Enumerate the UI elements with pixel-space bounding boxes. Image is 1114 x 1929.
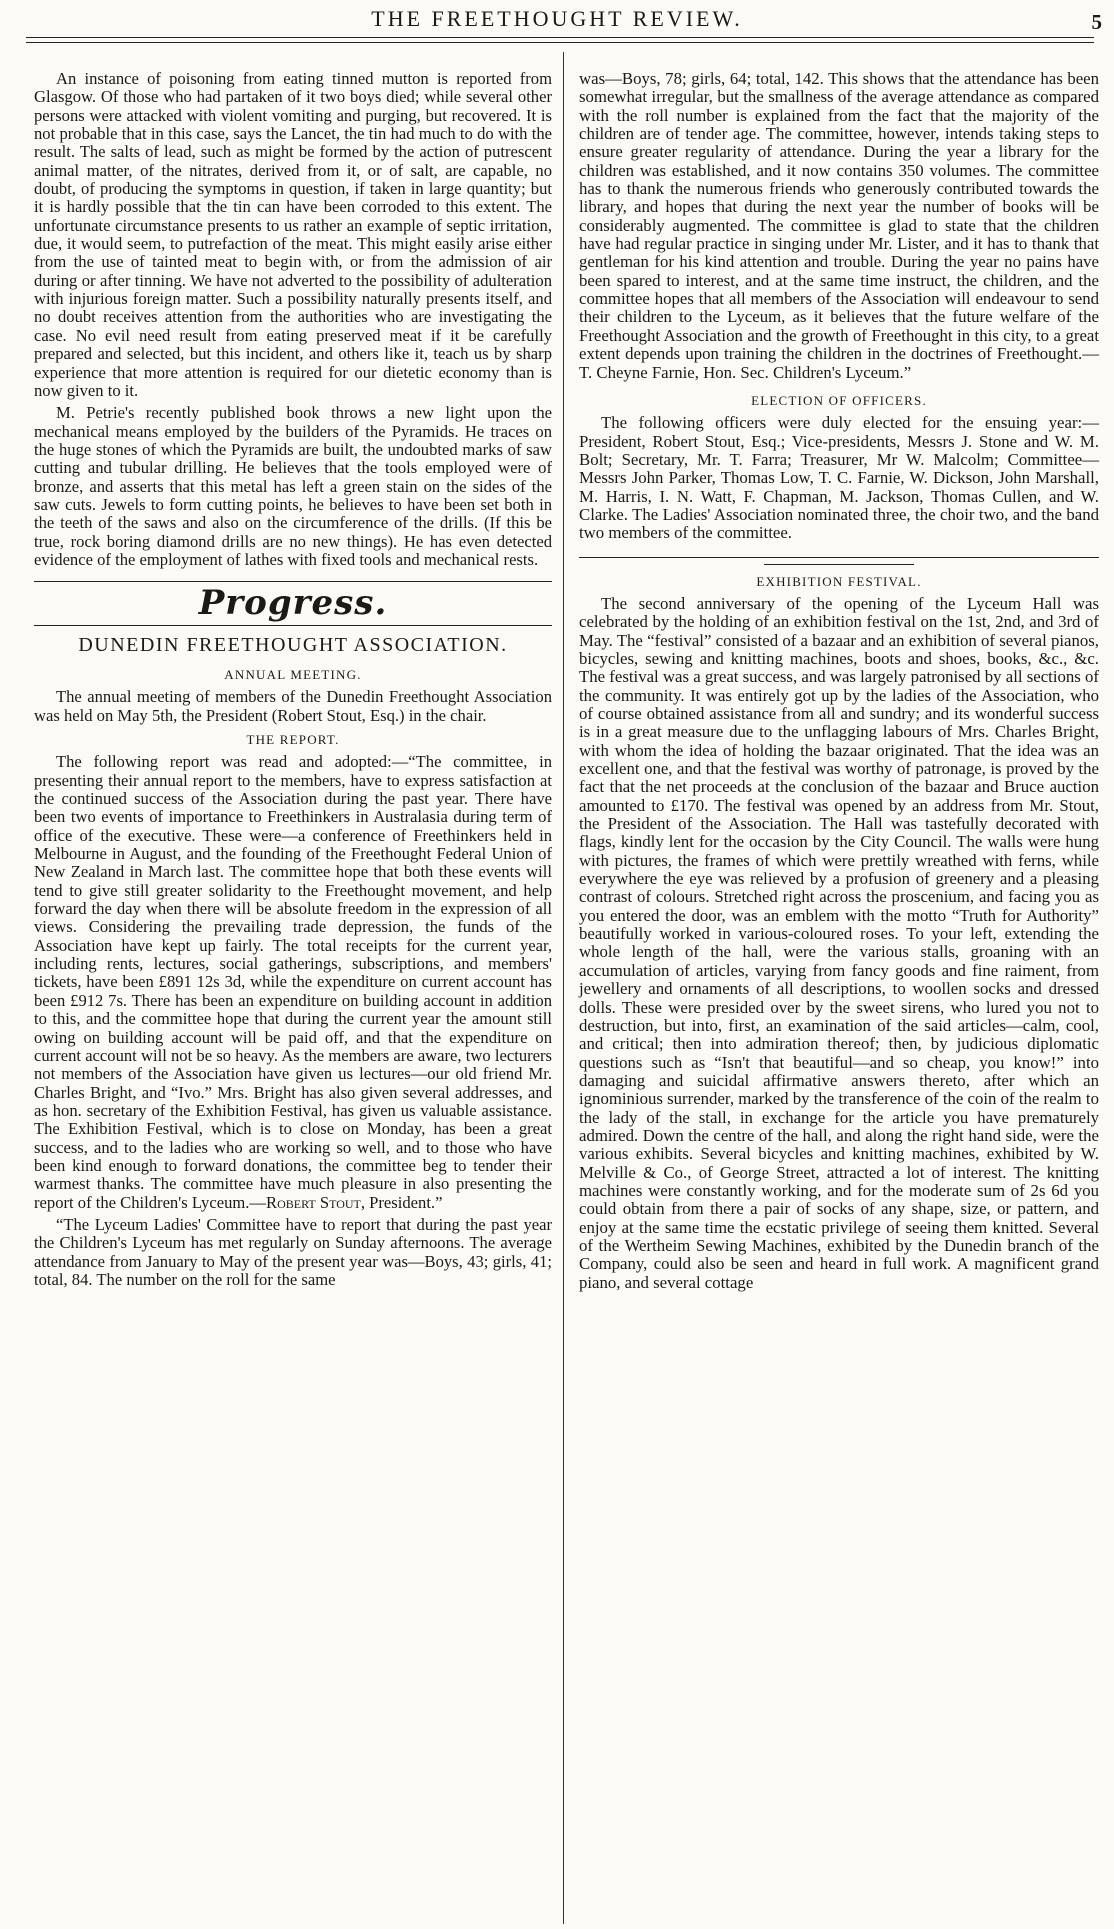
section-rule — [34, 581, 552, 582]
progress-heading: Progress. — [198, 583, 388, 624]
article-petrie-pyramids: M. Petrie's recently published book throws a new light upon the mechanical means employed by the builders of the Pyramids. He traces on the huge stones of which the Pyramids are built, the undoubted marks of saw cutting and tubular drilling. He believes that the tools employed were of bronze, and asserts that this metal has left a green stain on the sides of the saw cuts. Jewels to form cutting points, he believes to have been set both in the teeth of the saws and also on the circumference of the drills. (If this be true, rock boring diamond drills are no new things). He has even detected evidence of the employment of lathes with fixed tools and mechanical rests. — [34, 403, 552, 569]
article-tinned-mutton: An instance of poisoning from eating tinned mutton is reported from Glasgow. Of those who had partaken of it two boys died; while several other persons were attacked with violent vomiting and purging, but recovered. It is not probable that in this case, says the Lancet, the tin had much to do with the result. The salts of lead, such as might be formed by the action of putrescent animal matter, of the nitrates, derived from it, or of salt, are capable, no doubt, of producing the symptoms in question, if taken in large quantity; but it is hardly possible that the tin can have been corroded to this extent. The unfortunate circumstance presents to us rather an example of septic irritation, due, it would seem, to putrefaction of the meat. This might easily arise either from the use of tainted meat to begin with, or from the admission of air during or after tinning. We have not adverted to the possibility of adulteration with injurious foreign matter. Such a possibility naturally presents itself, and no doubt receives attention from the authorities who are investigating the case. No evil need result from eating preserved meat if it be carefully prepared and selected, but this incident, and others like it, teach us by sharp experience that more attention is required for our dietetic economy than is now given to it. — [34, 69, 552, 400]
report-body: The following report was read and adopted:—“The committee, in presenting their annual report to the members, have to express satisfaction at the continued success of the Association during the past year. There have been two events of importance to Freethinkers in Australasia during term of office of the executive. These were—a conference of Freethinkers held in Melbourne in August, and the founding of the Freethought Federal Union of New Zealand in March last. The committee hope that both these events will tend to give still greater solidarity to the Freethought movement, and help forward the day when there will be absolute freedom in the expression of all views. Considering the prevailing trade depression, the funds of the Association have kept up fairly. The total receipts for the current year, including rents, lectures, social gatherings, subscriptions, and members' tickets, have been £891 12s 3d, while the expenditure on current account has been £912 7s. There has been an expenditure on building account in addition to this, and the committee hope that during the current year the amount still owing on building account will be paid off, and that the expenditure on current account will not be so heavy. As the members are aware, two lecturers not members of the Association have given us lectures—our old friend Mr. Charles Bright, and “Ivo.” Mrs. Bright has also given several addresses, and as hon. secretary of the Exhibition Festival, has given us valuable assistance. The Exhibition Festival, which is to close on Monday, has been a great success, and to the ladies who are working so well, and to those who have been kind enough to forward donations, the committee beg to tender their warmest thanks. The committee have much pleasure in also presenting the report of the Children's Lyceum.— — [34, 752, 552, 1212]
election-paragraph: The following officers were duly elected for the ensuing year:—President, Robert Stout, Esq.; Vice-presidents, Messrs J. Stone and W. M. Bolt; Secretary, Mr. T. Farra; Treasurer, Mr W. Malcolm; Committee—Messrs John Parker, Thomas Low, T. C. Farnie, W. Dickson, John Marshall, M. Harris, I. N. Watt, F. Chapman, M. Jackson, Thomas Cullen, and W. Clarke. The Ladies' Association nominated three, the choir two, and the band two members of the committee. — [579, 413, 1099, 543]
section-rule — [34, 625, 552, 626]
meeting-paragraph: The annual meeting of members of the Dunedin Freethought Association was held on May 5th, the President (Robert Stout, Esq.) in the chair. — [34, 687, 552, 725]
header-rule-top — [26, 37, 1094, 38]
right-column — [579, 70, 1099, 1292]
section-rule — [579, 557, 1099, 558]
annual-meeting-heading: ANNUAL MEETING. — [224, 666, 362, 682]
page-number: 5 — [1091, 10, 1102, 34]
report-signature: Robert Stout — [266, 1192, 361, 1212]
lyceum-report-start: “The Lyceum Ladies' Committee have to report that during the past year the Children's Lyceum has met regularly on Sunday afternoons. The average attendance from January to May of the present year was—Boys, 43; girls, 41; total, 84. The number on the roll for the same — [34, 1214, 552, 1289]
column-divider — [563, 52, 564, 1924]
exhibition-paragraph: The second anniversary of the opening of the Lyceum Hall was celebrated by the holding of an exhibition festival on the 1st, 2nd, and 3rd of May. The “festival” consisted of a bazaar and an exhibition of several pianos, bicycles, sewing and knitting machines, boots and shoes, books, &c., &c. The festival was a great success, and was largely patronised by all sections of the community. It was entirely got up by the ladies of the Association, who of course obtained assistance from all and sundry; and its wonderful success is in a great measure due to the unflagging labours of Mrs. Charles Bright, with whom the idea of holding the bazaar originated. That the idea was an excellent one, and that the festival was worthy of patronage, is proved by the fact that the net proceeds at the conclusion of the bazaar and Bruce auction amounted to £170. The festival was opened by an address from Mr. Stout, the President of the Association. The Hall was tastefully decorated with flags, kindly lent for the occasion by the City Council. The walls were hung with pictures, the frames of which were prettily wreathed with ferns, while everywhere the eye was relieved by a profusion of greenery and a pleasing contrast of colours. Stretched right across the proscenium, and facing you as you entered the door, was an emblem with the motto “Truth for Authority” beautifully worked in various-coloured roses. To your left, extending the whole length of the hall, were the various stalls, groaning with an accumulation of articles, varying from fancy goods and fine raiment, from jewellery and ornaments of all descriptions, to woollen socks and dressed dolls. These were presided over by the sweet sirens, who lured you not to destruction, but into, first, an examination of the said articles—calm, cool, and critical; then into admiration thereof; then, by judicious diplomatic questions such as “Isn't that beautiful—and so cheap, you know!” into damaging and suicidal affirmative answers thereto, after which an ignominious surrender, marked by the transference of the coin of the realm to the lady of the stall, in exchange for the article you have prematurely admired. Down the centre of the hall, and along the right hand side, were the various exhibits. Several bicycles and knitting machines, exhibited by W. Melville & Co., of George Street, attracted a lot of interest. The knitting machines were constantly working, and for the moderate sum of 2s 6d you could obtain from there a pair of socks of any shape, size, or pattern, and enjoy at the same time the ecstatic privilege of seeing them knitted. Several of the Wertheim Sewing Machines, exhibited by the Dunedin branch of the Company, could also be seen and heard in full work. A magnificent grand piano, and several cottage — [579, 593, 1099, 1292]
exhibition-heading: EXHIBITION FESTIVAL. — [756, 573, 922, 589]
running-title: THE FREETHOUGHT REVIEW. — [371, 6, 743, 31]
report-signature-suffix: , President.” — [360, 1192, 443, 1212]
report-paragraph — [34, 753, 552, 1212]
association-heading: DUNEDIN FREETHOUGHT ASSOCIATION. — [78, 633, 508, 656]
header-rule-bottom — [26, 42, 1094, 43]
section-rule-short — [764, 564, 914, 565]
left-column — [34, 70, 552, 1289]
lyceum-report-continued: was—Boys, 78; girls, 64; total, 142. This shows that the attendance has been somewhat irregular, but the smallness of the average attendance as compared with the roll number is explained from the fact that the majority of the children are of tender age. The committee, however, intends taking steps to ensure greater regularity of attendance. During the year a library for the children was established, and it now contains 350 volumes. The committee has to thank the numerous friends who generously contributed towards the library, and hopes that during the next year the number of books will be considerably augmented. The committee is glad to state that the children have had regular practice in singing under Mr. Lister, and it has to thank that gentleman for his kind attention and trouble. During the year no pains have been spared to interest, and at the same time instruct, the children, and the committee hopes that all members of the Association will endeavour to send their children to the Lyceum, as it believes that the future welfare of the Freethought Association and the growth of Freethought in this city, to a great extent depends upon training the children in the doctrines of Freethought.—T. Cheyne Farnie, Hon. Sec. Children's Lyceum.” — [579, 69, 1099, 382]
report-heading: THE REPORT. — [246, 732, 340, 747]
election-heading: ELECTION OF OFFICERS. — [751, 392, 927, 408]
